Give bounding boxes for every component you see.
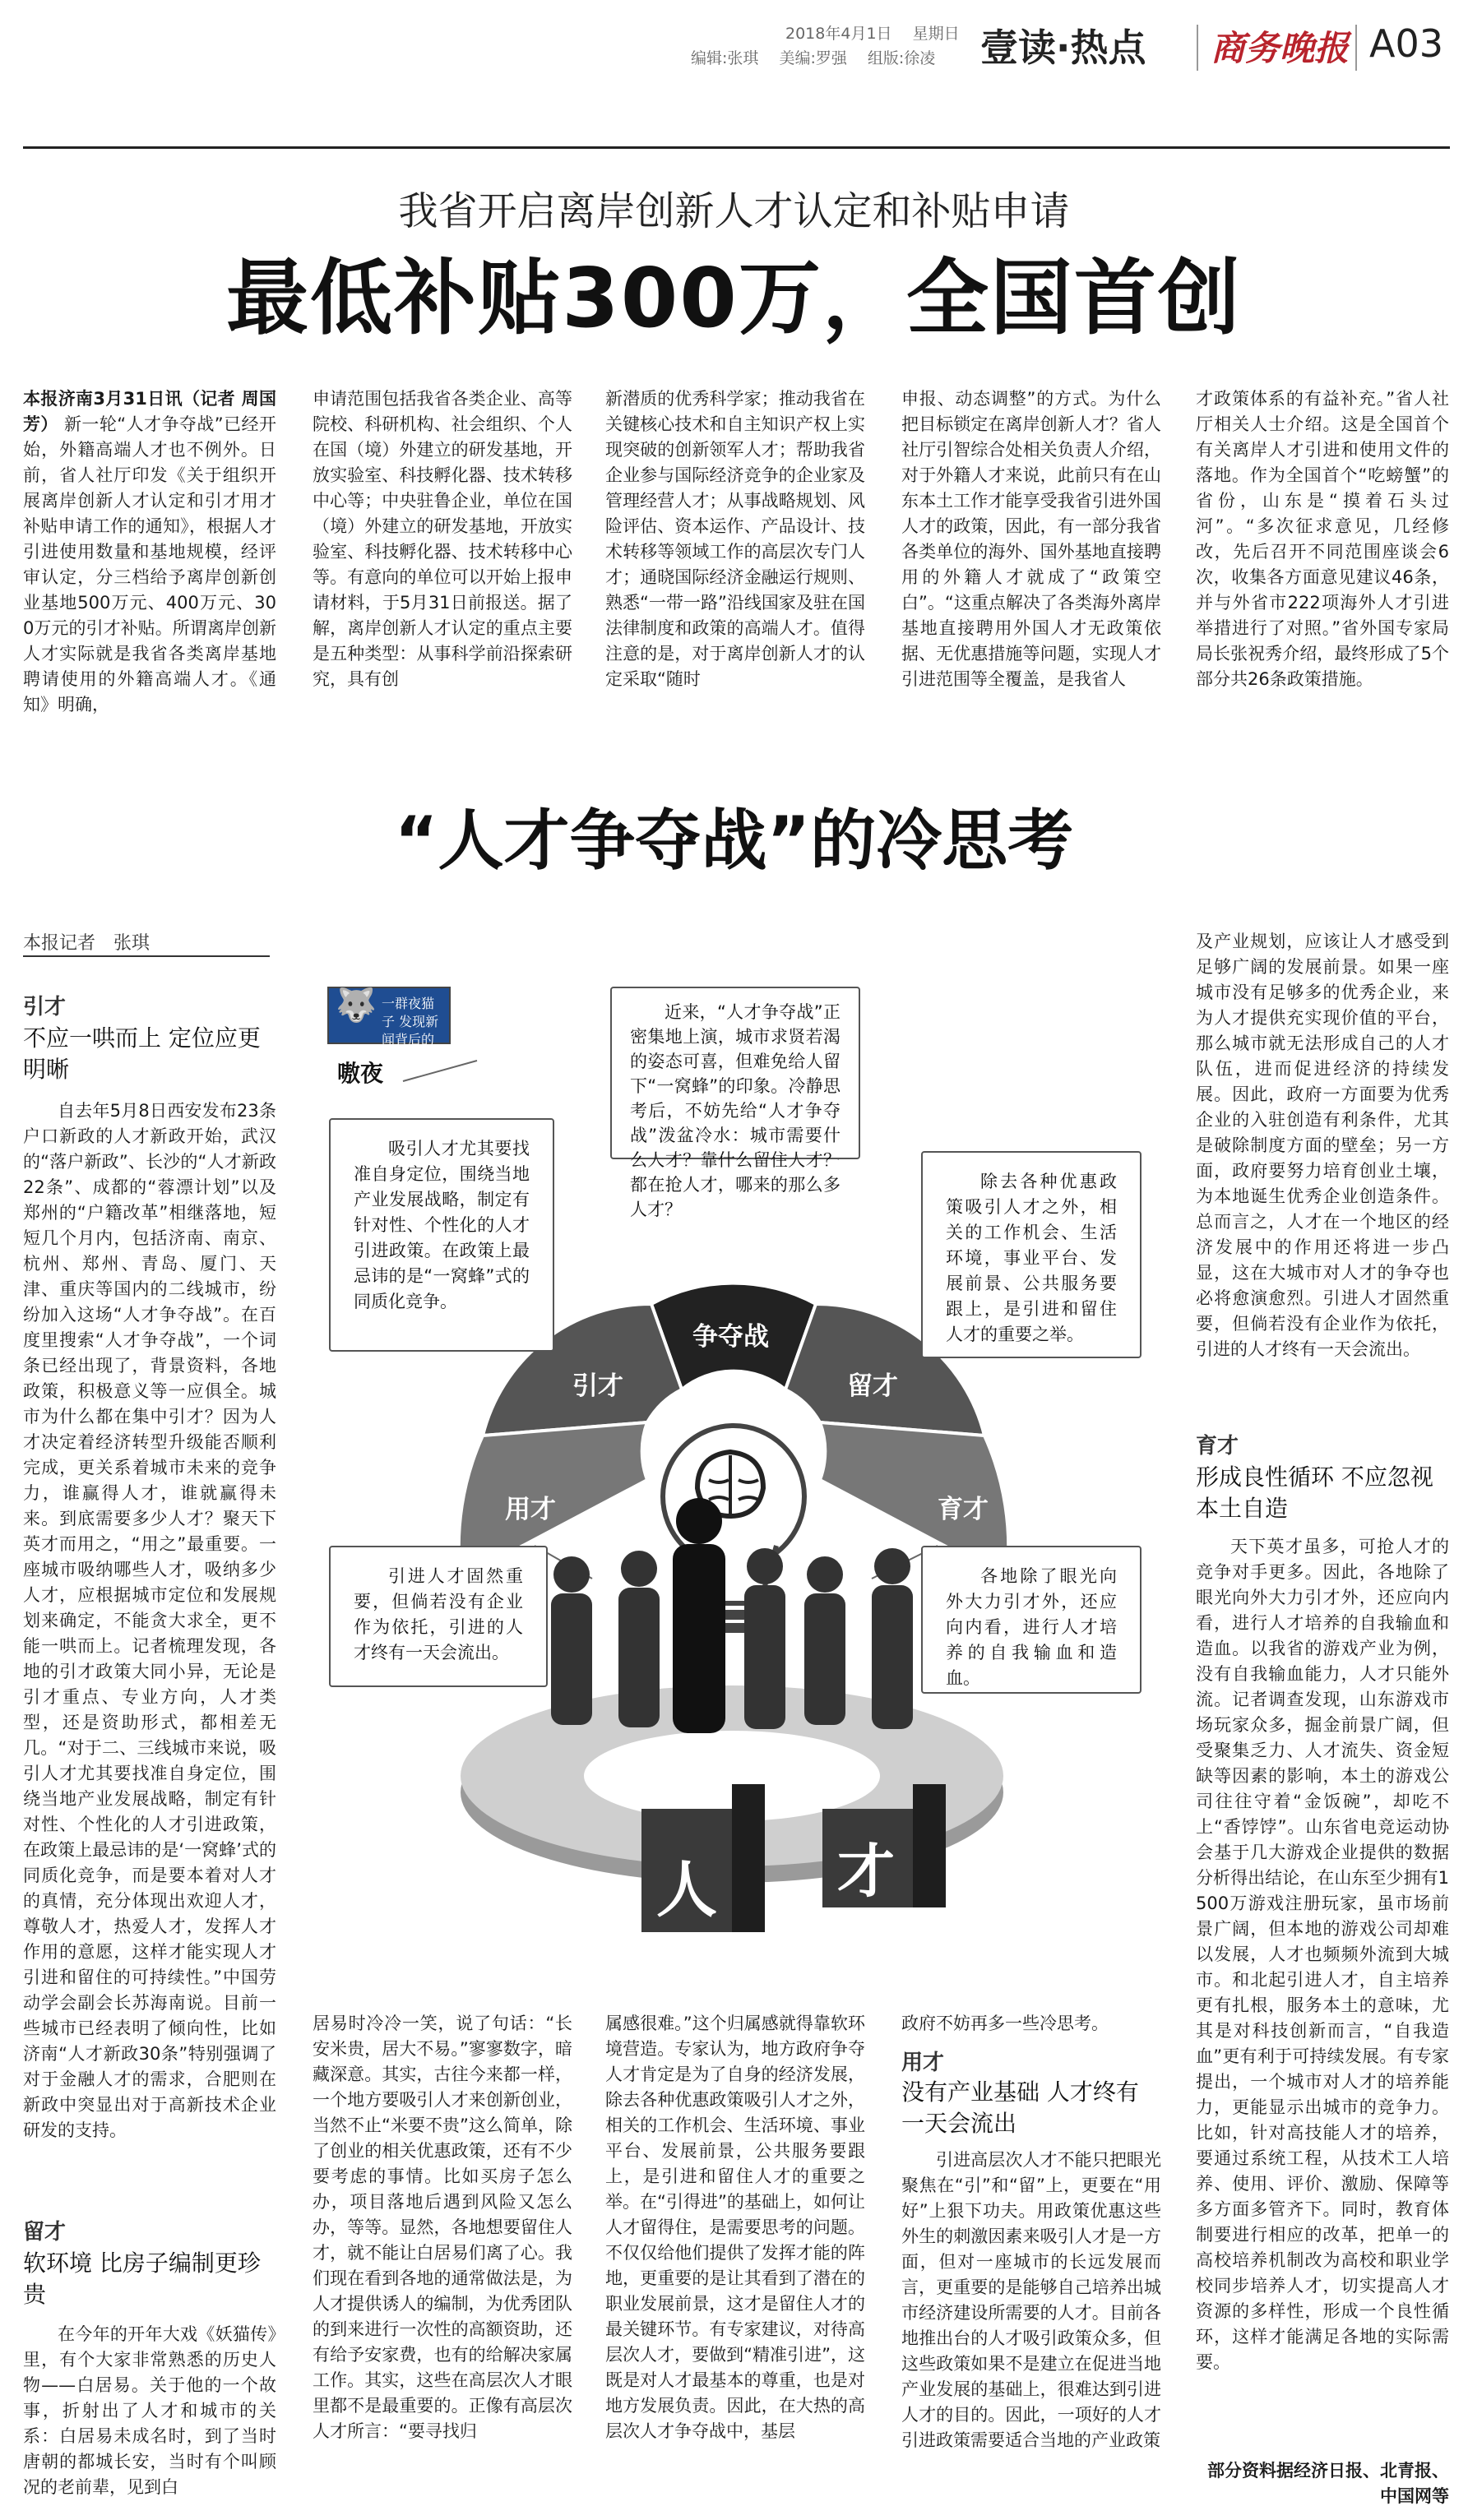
seg-label-right: 留才 [847,1371,898,1401]
seg-label-bl: 用才 [505,1495,556,1524]
callout-bottom-right: 各地除了眼光向外大力引才外，还应向内看，进行人才培养的自我输血和造血。 [921,1546,1142,1694]
page-number: A03 [1369,21,1444,66]
column-badge [327,987,451,1066]
date-line [785,21,960,44]
divider [1355,25,1357,71]
article1-col5: 才政策体系的有益补充。”省人社厅相关人士介绍。这是全国首个有关离岸人才引进和使用文件的落地。作为全国首个“吃螃蟹”的省份，山东是“摸着石头过河”。“多次征求意见，几经修改，先后召开不同范围座谈会6次，收集各方面意见建议46条，并与外省市222项海外人才引进举措进行了对照。”省外国专家局局长张祝秀介绍，最终形成了5个部分共26条政策措施。 [1196,389,1449,689]
paper-name: 商务晚报 [1211,28,1350,68]
date: 2018年4月1日 [785,25,892,43]
byline-rule [23,955,270,957]
article1-byline: 本报济南3月31日讯（记者 周国芳） [23,389,276,434]
article2-mid-col1: 居易时冷冷一笑，说了句话：“长安米贵，居大不易。”寥寥数字，暗藏深意。其实，古往今来都一样，一个地方要吸引人才来创新创业，当然不止“米要不贵”这么简单，除了创业的相关优惠政策，还有不少要考虑的事情。比如买房子怎么办，项目落地后遇到风险又怎么办，等等。显然，各地想要留住人才，就不能让白居易们离了心。我们现在看到各地的通常做法是，为人才提供诱人的编制，为优秀团队的到来进行一次性的高额资助，还有给予安家费，也有的给解决家属工作。其实，这些在高层次人才眼里都不是最重要的。正像有高层次人才所言：“要寻找归 [313,2014,572,2441]
column-badge-text: 一群夜猫子 发现新闻背后的秘闻 [382,996,439,1066]
article1-col1: 本报济南3月31日讯（记者 周国芳） 新一轮“人才争夺战”已经开始，外籍高端人才也不例外。日前，省人社厅印发《关于组织开展离岸创新人才认定和引才用才补贴申请工作的通知》，根据人才引进使用数量和基地规模，经评审认定，分三档给予离岸创新创业基地500万元、400万元、300万元的引才补贴。所谓离岸创新人才实际就是我省各类离岸基地聘请使用的外籍高端人才。《通知》明确， [23,389,276,714]
callout-top-left: 吸引人才尤其要找准自身定位，围绕当地产业发展战略，制定有针对性、个性化的人才引进政策。在政策上最忌讳的是“一窝蜂”式的同质化竞争。 [329,1118,554,1352]
keyword-yincai: 引才 [23,995,67,1020]
seg-label-top: 争夺战 [692,1322,769,1352]
keyword-yucai: 育才 [1196,1434,1239,1459]
subhead-liucai: 软环境 比房子编制更珍贵 [23,2250,261,2308]
article2-left-col2: 在今年的开年大戏《妖猫传》里，有个大家非常熟悉的历史人物——白居易。关于他的一个故事，折射出了人才和城市的关系：白居易未成名时，到了当时唐朝的都城长安，当时有个叫顾况的老前辈，见到白 [23,2324,276,2497]
article1-col3: 新潜质的优秀科学家；推动我省在关键核心技术和自主知识产权上实现突破的创新领军人才；帮助我省企业参与国际经济竞争的企业家及管理经营人才；从事战略规划、风险评估、资本运作、产品设计、技术转移等领域工作的高层次专门人才；通晓国际经济金融运行规则、熟悉“一带一路”沿线国家及驻在国法律制度和政策的高端人才。值得注意的是，对于离岸创新人才的认定采取“随时 [605,389,865,689]
seg-label-left: 引才 [572,1371,623,1401]
art-editor: 美编:罗强 [779,49,847,67]
header-rule [23,146,1450,149]
divider [1197,25,1198,71]
editors-line [691,46,935,68]
article2-right-col1: 及产业规划，应该让人才感受到足够广阔的发展前景。如果一座城市没有足够多的优秀企业，来为人才提供充实现价值的平台，那么城市就无法形成自己的人才队伍，进而促进经济的持续发展。因此，政府一方面要为优秀企业的入驻创造有利条件，尤其是破除制度方面的壁垒；另一方面，政府要努力培育创业土壤，为本地诞生优秀企业创造条件。总而言之，人才在一个地区的经济发展中的作用还将进一步凸显，这在大城市对人才的争夺也必将愈演愈烈。引进人才固然重要，但倘若没有企业作为依托，引进的人才终有一天会流出。 [1196,932,1449,1359]
column-name: 嗷夜 [337,1060,384,1087]
subhead-yucai: 形成良性循环 不应忽视本土自造 [1196,1463,1433,1522]
article1-col4: 申报、动态调整”的方式。为什么把目标锁定在离岸创新人才？省人社厅引智综合处相关负责人介绍，对于外籍人才来说，此前只有在山东本土工作才能享受我省引进外国人才的政策，因此，有一部分我省各类单位的海外、国外基地直接聘用的外籍人才就成了“政策空白”。“这重点解决了各类海外离岸基地直接聘用外国人才无政策依据、无优惠措施等问题，实现人才引进范围等全覆盖，是我省人 [901,389,1161,689]
seg-label-br: 育才 [938,1495,989,1524]
wolf-icon: 🐺 [336,987,377,1024]
article2-mid-col3: 引进高层次人才不能只把眼光聚焦在“引”和“留”上，更要在“用好”上狠下功夫。用政策优惠这些外生的刺激因素来吸引人才是一方面，但对一座城市的长远发展而言，更重要的是能够自己培养出城市经济建设所需要的人才。目前各地推出台的人才吸引政策众多，但这些政策如果不是建立在促进当地产业发展的基础上，很难达到引进人才的目的。因此，一项好的人才引进政策需要适合当地的产业政策 [901,2150,1161,2450]
section-name: 壹读·热点 [980,25,1146,70]
article2-mid-col2: 属感很难。”这个归属感就得靠软环境营造。专家认为，地方政府争夺人才肯定是为了自身的经济发展，除去各种优惠政策吸引人才之外，相关的工作机会、生活环境、事业平台、发展前景，公共服务要跟上，是引进和留住人才的重要之举。在“引得进”的基础上，如何让人才留得住，是需要思考的问题。不仅仅给他们提供了发挥才能的阵地，更重要的是让其看到了潜在的职业发展前景，这才是留住人才的最关键环节。有专家建议，对待高层次人才，要做到“精准引进”，这既是对人才最基本的尊重，也是对地方发展负责。因此，在大热的高层次人才争夺战中，基层 [605,2014,865,2441]
weekday: 星期日 [912,25,960,43]
layout-editor: 组版:徐凌 [867,49,936,67]
article2-byline: 本报记者 张琪 [23,933,151,954]
article1-kicker: 我省开启离岸创新人才认定和补贴申请 [398,188,1070,234]
block-char-ren: 人 [656,1855,717,1926]
callout-top-right: 除去各种优惠政策吸引人才之外，相关的工作机会、生活环境，事业平台、发展前景、公共服务要跟上，是引进和留住人才的重要之举。 [921,1151,1142,1358]
article2-right-col2: 天下英才虽多，可抢人才的竞争对手更多。因此，各地除了眼光向外大力引才外，还应向内看，进行人才培养的自我输血和造血。以我省的游戏产业为例，没有自我输血能力，人才只能外流。记者调查发现，山东游戏市场玩家众多，掘金前景广阔，但受聚集乏力、人才流失、资金短缺等因素的影响，本土的游戏公司往往守着“金饭碗”，却吃不上“香饽饽”。山东省电竞运动协会基于几大游戏企业提供的数据分析得出结论，在山东至少拥有1500万游戏注册玩家，虽市场前景广阔，但本地的游戏公司却难以发展，人才也频频外流到大城市。和北起引进人才，自主培养更有扎根，服务本土的意味，尤其是对科技创新而言，“自我造血”更有利于可持续发展。有专家提出，一个城市对人才的培养能力，更能显示出城市的竞争力。比如，针对高技能人才的培养，要通过系统工程，从技术工人培养、使用、评价、激励、保障等多方面多管齐下。同时，教育体制要进行相应的改革，把单一的高校培养机制改为高校和职业学校同步培养人才，切实提高人才资源的多样性，形成一个良性循环，这样才能满足各地的实际需要。 [1196,1537,1449,2372]
block-char-cai: 才 [837,1838,895,1905]
keyword-yongcai: 用才 [901,2051,945,2075]
article1-headline: 最低补贴300万，全国首创 [226,250,1242,346]
subhead-yincai: 不应一哄而上 定位应更明晰 [23,1024,261,1083]
subhead-yongcai: 没有产业基础 人才终有一天会流出 [901,2078,1139,2137]
infographic [304,954,1164,1986]
sources-note: 部分资料据经济日报、北青报、中国网等 [1207,2461,1449,2506]
article2-title: “人才争夺战”的冷思考 [394,802,1074,879]
editor: 编辑:张琪 [691,49,759,67]
article1-col2: 申请范围包括我省各类企业、高等院校、科研机构、社会组织、个人在国（境）外建立的研发基地，开放实验室、科技孵化器、技术转移中心等；中央驻鲁企业，单位在国（境）外建立的研发基地，开放实验室、科技孵化器、技术转移中心等。有意向的单位可以开始上报申请材料，于5月31日前报送。据了解，离岸创新人才认定的重点主要是五种类型：从事科学前沿探索研究，具有创 [313,389,572,689]
callout-bottom-left: 引进人才固然重要，但倘若没有企业作为依托，引进的人才终有一天会流出。 [329,1546,548,1687]
keyword-liucai: 留才 [23,2220,67,2245]
page-header [0,0,1468,82]
article2-left-col: 自去年5月8日西安发布23条户口新政的人才新政开始，武汉的“落户新政”、长沙的“人才新政22条”、成都的“蓉漂计划”以及郑州的“户籍改革”相继落地，短短几个月内，包括济南、南京、杭州、郑州、青岛、厦门、天津、重庆等国内的二线城市，纷纷加入这场“人才争夺战”。在百度里搜索“人才争夺战”，一个词条已经出现了，背景资料，各地政策，积极意义等一应俱全。城市为什么都在集中引才？因为人才决定着经济转型升级能否顺利完成，更关系着城市未来的竞争力，谁赢得人才，谁就赢得未来。到底需要多少人才？聚天下英才而用之，“用之”最重要。一座城市吸纳哪些人才，吸纳多少人才，应根据城市定位和发展规划来确定，不能贪大求全，更不能一哄而上。记者梳理发现，各地的引才政策大同小异，无论是引才重点、专业方向，人才类型，还是资助形式，都相差无几。“对于二、三线城市来说，吸引人才尤其要找准自身定位，围绕当地产业发展战略，制定有针对性、个性化的人才引进政策，在政策上最忌讳的是‘一窝蜂’式的同质化竞争，而是要本着对人才的真情，充分体现出欢迎人才，尊敬人才，热爱人才，发挥人才作用的意愿，这样才能实现人才引进和留住的可持续性。”中国劳动学会副会长苏海南说。目前一些城市已经表明了倾向性，比如济南“人才新政30条”特别强调了对于金融人才的需求，合肥则在新政中突显出对于高新技术企业研发的支持。 [23,1101,276,2140]
article2-mid-col3-top: 政府不妨再多一些冷思考。 [901,2014,1109,2033]
callout-center: 近来，“人才争夺战”正密集地上演，城市求贤若渴的姿态可喜，但难免给人留下“一窝蜂”的印象。冷静思考后，不妨先给“人才争夺战”泼盆冷水：城市需要什么人才？靠什么留住人才？都在抢人才，哪来的那么多人才？ [610,987,860,1159]
